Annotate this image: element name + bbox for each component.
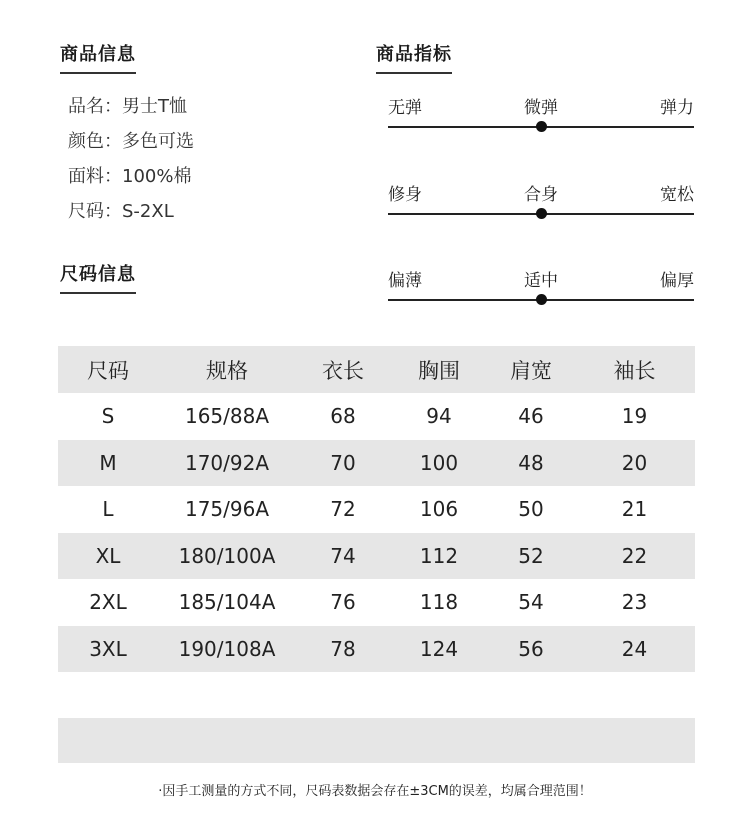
table-cell: 100 [390,440,488,487]
product-info-title [60,40,136,66]
measurement-note: ·因手工测量的方式不同，尺码表数据会存在±3CM的误差，均属合理范围！ [158,784,592,799]
info-item-name: 品名：男士T恤 [68,96,187,117]
table-cell: XL [58,533,158,580]
table-cell: 190/108A [158,626,296,673]
table-row [58,626,695,673]
table-cell: L [102,497,114,522]
header-sleeve: 袖长 [574,346,695,393]
title-underline [376,72,452,74]
size-table-header [58,346,695,393]
scale-right-label: 弹力 [660,98,694,118]
table-cell: 124 [390,626,488,673]
table-cell: 72 [330,497,356,522]
info-item-size: 尺码：S-2XL [68,201,174,222]
table-cell: 74 [296,533,390,580]
table-cell: 22 [574,533,695,580]
table-row [58,393,695,440]
empty-table-row-shaded [58,718,695,763]
size-info-title-text: 尺码信息 [60,264,136,285]
header-spec: 规格 [158,346,296,393]
table-cell: 56 [488,626,574,673]
elasticity-scale [388,93,694,153]
table-cell: S [101,404,115,429]
table-cell: 180/100A [158,533,296,580]
table-cell: 24 [574,626,695,673]
table-cell: 48 [488,440,574,487]
scale-left-label: 无弹 [388,98,422,118]
size-table [58,346,695,672]
header-size: 尺码 [58,346,158,393]
table-cell: 106 [419,497,459,522]
table-cell: 68 [330,404,356,429]
table-cell: 76 [330,590,356,615]
table-cell: 175/96A [184,497,270,522]
table-cell: 50 [518,497,544,522]
scale-middle-label: 合身 [524,185,558,205]
table-row [58,533,695,580]
fit-scale [388,180,694,240]
size-info-title [60,260,136,286]
title-underline [60,72,136,74]
table-cell: 2XL [89,590,127,615]
table-cell: 46 [518,404,544,429]
table-cell: 23 [621,590,648,615]
scale-left-label: 偏薄 [388,271,422,291]
table-cell: 112 [390,533,488,580]
table-row [58,579,695,626]
product-info-title-text: 商品信息 [60,44,136,65]
thickness-scale [388,266,694,326]
table-cell: 94 [426,404,452,429]
table-row [58,486,695,533]
title-underline [60,292,136,294]
table-row [58,440,695,487]
product-index-title [376,40,452,66]
table-cell: 78 [296,626,390,673]
table-cell: 170/92A [158,440,296,487]
table-cell: 19 [621,404,648,429]
table-cell: 20 [574,440,695,487]
scale-indicator [536,121,547,132]
scale-right-label: 偏厚 [660,271,694,291]
scale-middle-label: 微弹 [524,98,558,118]
table-cell: 165/88A [184,404,270,429]
table-cell: 70 [296,440,390,487]
header-shoulder: 肩宽 [488,346,574,393]
scale-indicator [536,208,547,219]
empty-table-row [58,672,695,718]
table-cell: 185/104A [178,590,276,615]
table-cell: 3XL [58,626,158,673]
table-cell: 52 [488,533,574,580]
scale-right-label: 宽松 [660,185,694,205]
product-info-list [68,93,194,233]
table-cell: 54 [518,590,544,615]
header-length: 衣长 [296,346,390,393]
scale-middle-label: 适中 [524,271,558,291]
table-cell: 118 [419,590,459,615]
info-item-color: 颜色：多色可选 [68,131,194,152]
header-chest: 胸围 [390,346,488,393]
scale-indicator [536,294,547,305]
table-cell: 21 [621,497,648,522]
scale-left-label: 修身 [388,185,422,205]
info-item-fabric: 面料：100%棉 [68,166,192,187]
product-index-title-text: 商品指标 [376,44,452,65]
table-cell: M [58,440,158,487]
